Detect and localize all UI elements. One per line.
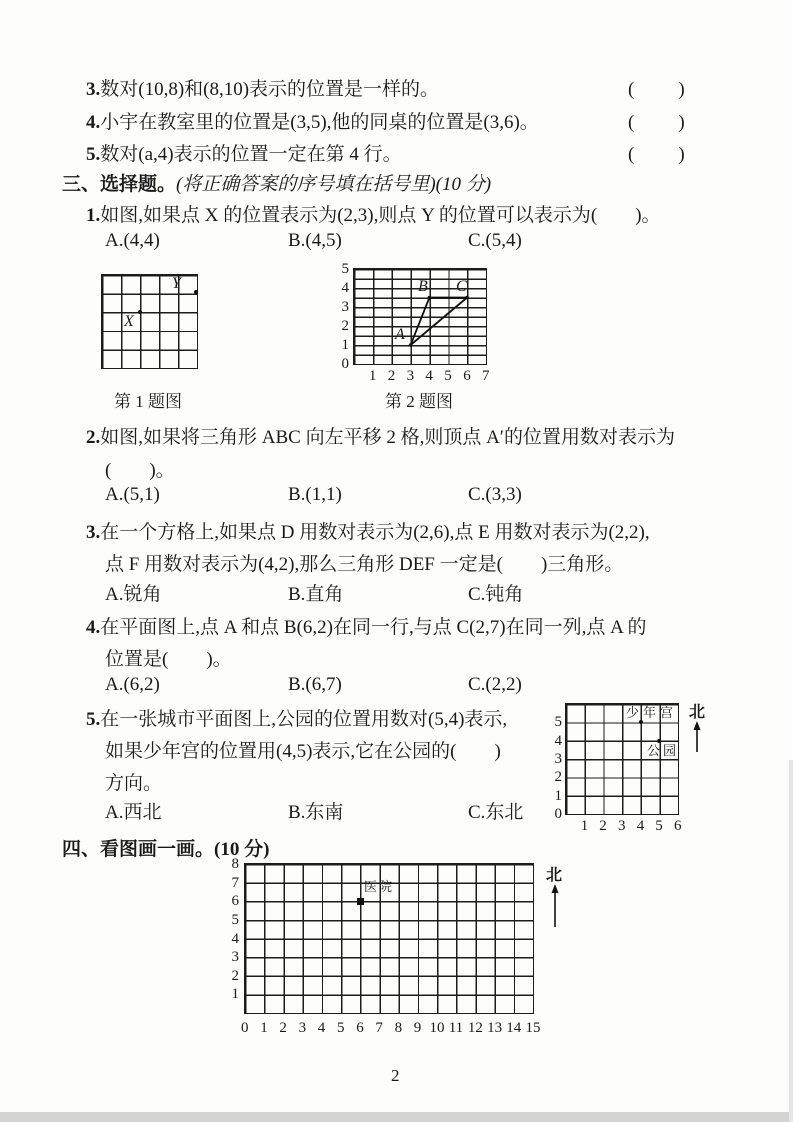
section-3-note: (将正确答案的序号填在括号里)(10 分) (176, 174, 492, 195)
x-tick: 1 (260, 1020, 268, 1036)
x-tick: 2 (387, 368, 396, 384)
x-tick: 2 (599, 818, 607, 834)
figure-1-grid (101, 274, 198, 369)
option-b: B.直角 (288, 584, 344, 605)
vertex-b-label: B (418, 278, 428, 295)
y-tick: 1 (341, 337, 349, 353)
x-tick: 10 (429, 1020, 445, 1036)
x-tick: 5 (655, 818, 663, 834)
section-3-header (62, 169, 491, 196)
x-tick: 4 (636, 818, 645, 834)
question-text: 如图,如果点 X 的位置表示为(2,3),则点 Y 的位置可以表示为( )。 (100, 205, 661, 226)
question-number: 1. (86, 205, 101, 226)
option-a: A.西北 (105, 802, 162, 823)
judge-item-number: 4. (86, 112, 101, 133)
y-tick: 6 (231, 893, 239, 910)
y-tick: 3 (341, 299, 349, 315)
poi-hospital-dot (357, 898, 364, 905)
question-number: 2. (86, 427, 101, 448)
judge-item-text: 小宇在教室里的位置是(3,5),他的同桌的位置是(3,6)。 (100, 112, 539, 133)
answer-bracket: ( ) (628, 79, 687, 100)
question-text: 在一个方格上,如果点 D 用数对表示为(2,6),点 E 用数对表示为(2,2), (100, 522, 650, 543)
option-a: A.(4,4) (105, 230, 160, 251)
question-text: 在平面图上,点 A 和点 B(6,2)在同一行,与点 C(2,7)在同一列,点 A 的 (100, 617, 647, 638)
option-b: B.(6,7) (288, 674, 342, 695)
vertex-a-label: A (395, 326, 405, 343)
poi-youth-palace-dot (639, 720, 643, 724)
north-arrow-icon (549, 884, 561, 928)
x-tick: 13 (487, 1020, 503, 1036)
mc-question-2-line-2: ( )。 (105, 460, 175, 481)
figure-2-caption: 第 2 题图 (385, 392, 453, 411)
x-tick: 5 (337, 1020, 345, 1036)
judge-item-3 (86, 74, 439, 101)
point-x-dot (138, 310, 142, 314)
mc-question-3-line-2: 点 F 用数对表示为(4,2),那么三角形 DEF 一定是( )三角形。 (105, 554, 624, 575)
x-tick: 3 (298, 1020, 307, 1036)
mc-question-2 (86, 422, 675, 449)
option-b: B.(4,5) (288, 230, 342, 251)
figure-1-caption: 第 1 题图 (114, 392, 182, 411)
x-tick: 0 (241, 1020, 249, 1036)
poi-youth-palace-label: 少年宫 (626, 705, 678, 720)
judge-item-4 (86, 107, 539, 134)
y-tick: 5 (554, 714, 562, 730)
figure-2-grid (341, 261, 490, 384)
question-number: 3. (86, 522, 101, 543)
page-number: 2 (391, 1066, 400, 1085)
y-tick: 4 (554, 732, 562, 749)
answer-bracket: ( ) (628, 144, 687, 165)
judge-item-5 (86, 139, 402, 166)
section-4-title: 四、看图画一画。(10 分) (62, 839, 270, 860)
answer-bracket: ( ) (628, 112, 687, 133)
y-tick: 1 (231, 986, 239, 1003)
vertex-c-label: C (456, 278, 467, 295)
big-grid (231, 856, 541, 1036)
question-number: 5. (86, 709, 101, 730)
option-a: A.锐角 (105, 584, 162, 605)
poi-hospital-label: 医院 (364, 879, 395, 894)
y-tick: 8 (231, 856, 239, 872)
y-tick: 4 (231, 930, 239, 947)
mc-question-5-line-3: 方向。 (105, 773, 163, 794)
judge-item-number: 5. (86, 144, 101, 165)
option-a: A.(6,2) (105, 674, 160, 695)
mc-question-4 (86, 612, 647, 639)
judge-item-text: 数对(10,8)和(8,10)表示的位置是一样的。 (100, 79, 440, 100)
x-tick: 6 (356, 1020, 364, 1036)
option-b: B.东南 (288, 802, 344, 823)
north-label: 北 (689, 704, 706, 721)
option-c: C.钝角 (468, 584, 524, 605)
poi-park-label: 公园 (647, 743, 680, 758)
y-tick: 5 (231, 911, 239, 928)
option-c: C.东北 (468, 802, 524, 823)
x-tick: 7 (375, 1020, 383, 1036)
north-arrow-icon (691, 721, 703, 753)
x-tick: 1 (368, 368, 377, 384)
x-tick: 9 (413, 1020, 422, 1036)
x-tick: 4 (425, 368, 433, 384)
x-tick: 14 (506, 1020, 522, 1036)
y-tick: 3 (554, 751, 562, 767)
judge-item-text: 数对(a,4)表示的位置一定在第 4 行。 (100, 144, 402, 165)
option-c: C.(3,3) (468, 484, 522, 505)
x-tick: 1 (580, 818, 589, 834)
y-tick: 0 (341, 356, 349, 372)
y-tick: 1 (554, 787, 562, 804)
point-x-label: X (124, 313, 134, 330)
mc-question-3 (86, 517, 650, 544)
y-tick: 2 (341, 318, 349, 334)
x-tick: 2 (279, 1020, 287, 1036)
y-tick: 7 (231, 874, 239, 891)
y-tick: 0 (554, 806, 562, 822)
x-tick: 6 (463, 368, 471, 384)
y-tick: 2 (231, 967, 239, 984)
option-a: A.(5,1) (105, 484, 160, 505)
y-tick: 3 (231, 949, 239, 966)
question-text: 在一张城市平面图上,公园的位置用数对(5,4)表示, (100, 709, 508, 730)
section-3-title: 三、选择题。 (62, 174, 177, 195)
x-tick: 3 (618, 818, 626, 834)
point-y-label: Y (172, 275, 181, 292)
x-tick: 11 (448, 1020, 464, 1036)
x-tick: 15 (525, 1020, 541, 1036)
figure-q5-grid (554, 703, 682, 834)
y-tick: 5 (341, 261, 349, 277)
x-tick: 3 (406, 368, 415, 384)
mc-question-1 (86, 200, 661, 227)
question-text: 如图,如果将三角形 ABC 向左平移 2 格,则顶点 A′的位置用数对表示为 (100, 427, 675, 448)
judge-item-number: 3. (86, 79, 101, 100)
mc-question-5-line-2: 如果少年宫的位置用(4,5)表示,它在公园的( ) (105, 741, 501, 762)
question-number: 4. (86, 617, 101, 638)
scan-edge-bottom (0, 1112, 793, 1122)
point-y-dot (194, 290, 198, 294)
north-label: 北 (546, 867, 563, 884)
option-c: C.(5,4) (468, 230, 522, 251)
x-tick: 5 (444, 368, 452, 384)
y-tick: 4 (341, 280, 349, 296)
x-tick: 8 (394, 1020, 403, 1036)
scan-edge-right (789, 760, 793, 1122)
mc-question-4-line-2: 位置是( )。 (105, 649, 232, 670)
x-tick: 7 (482, 368, 490, 384)
mc-question-5 (86, 704, 507, 731)
option-b: B.(1,1) (288, 484, 342, 505)
x-tick: 12 (467, 1020, 483, 1036)
y-tick: 2 (554, 769, 562, 786)
x-tick: 4 (317, 1020, 326, 1036)
x-tick: 6 (674, 818, 682, 834)
option-c: C.(2,2) (468, 674, 522, 695)
